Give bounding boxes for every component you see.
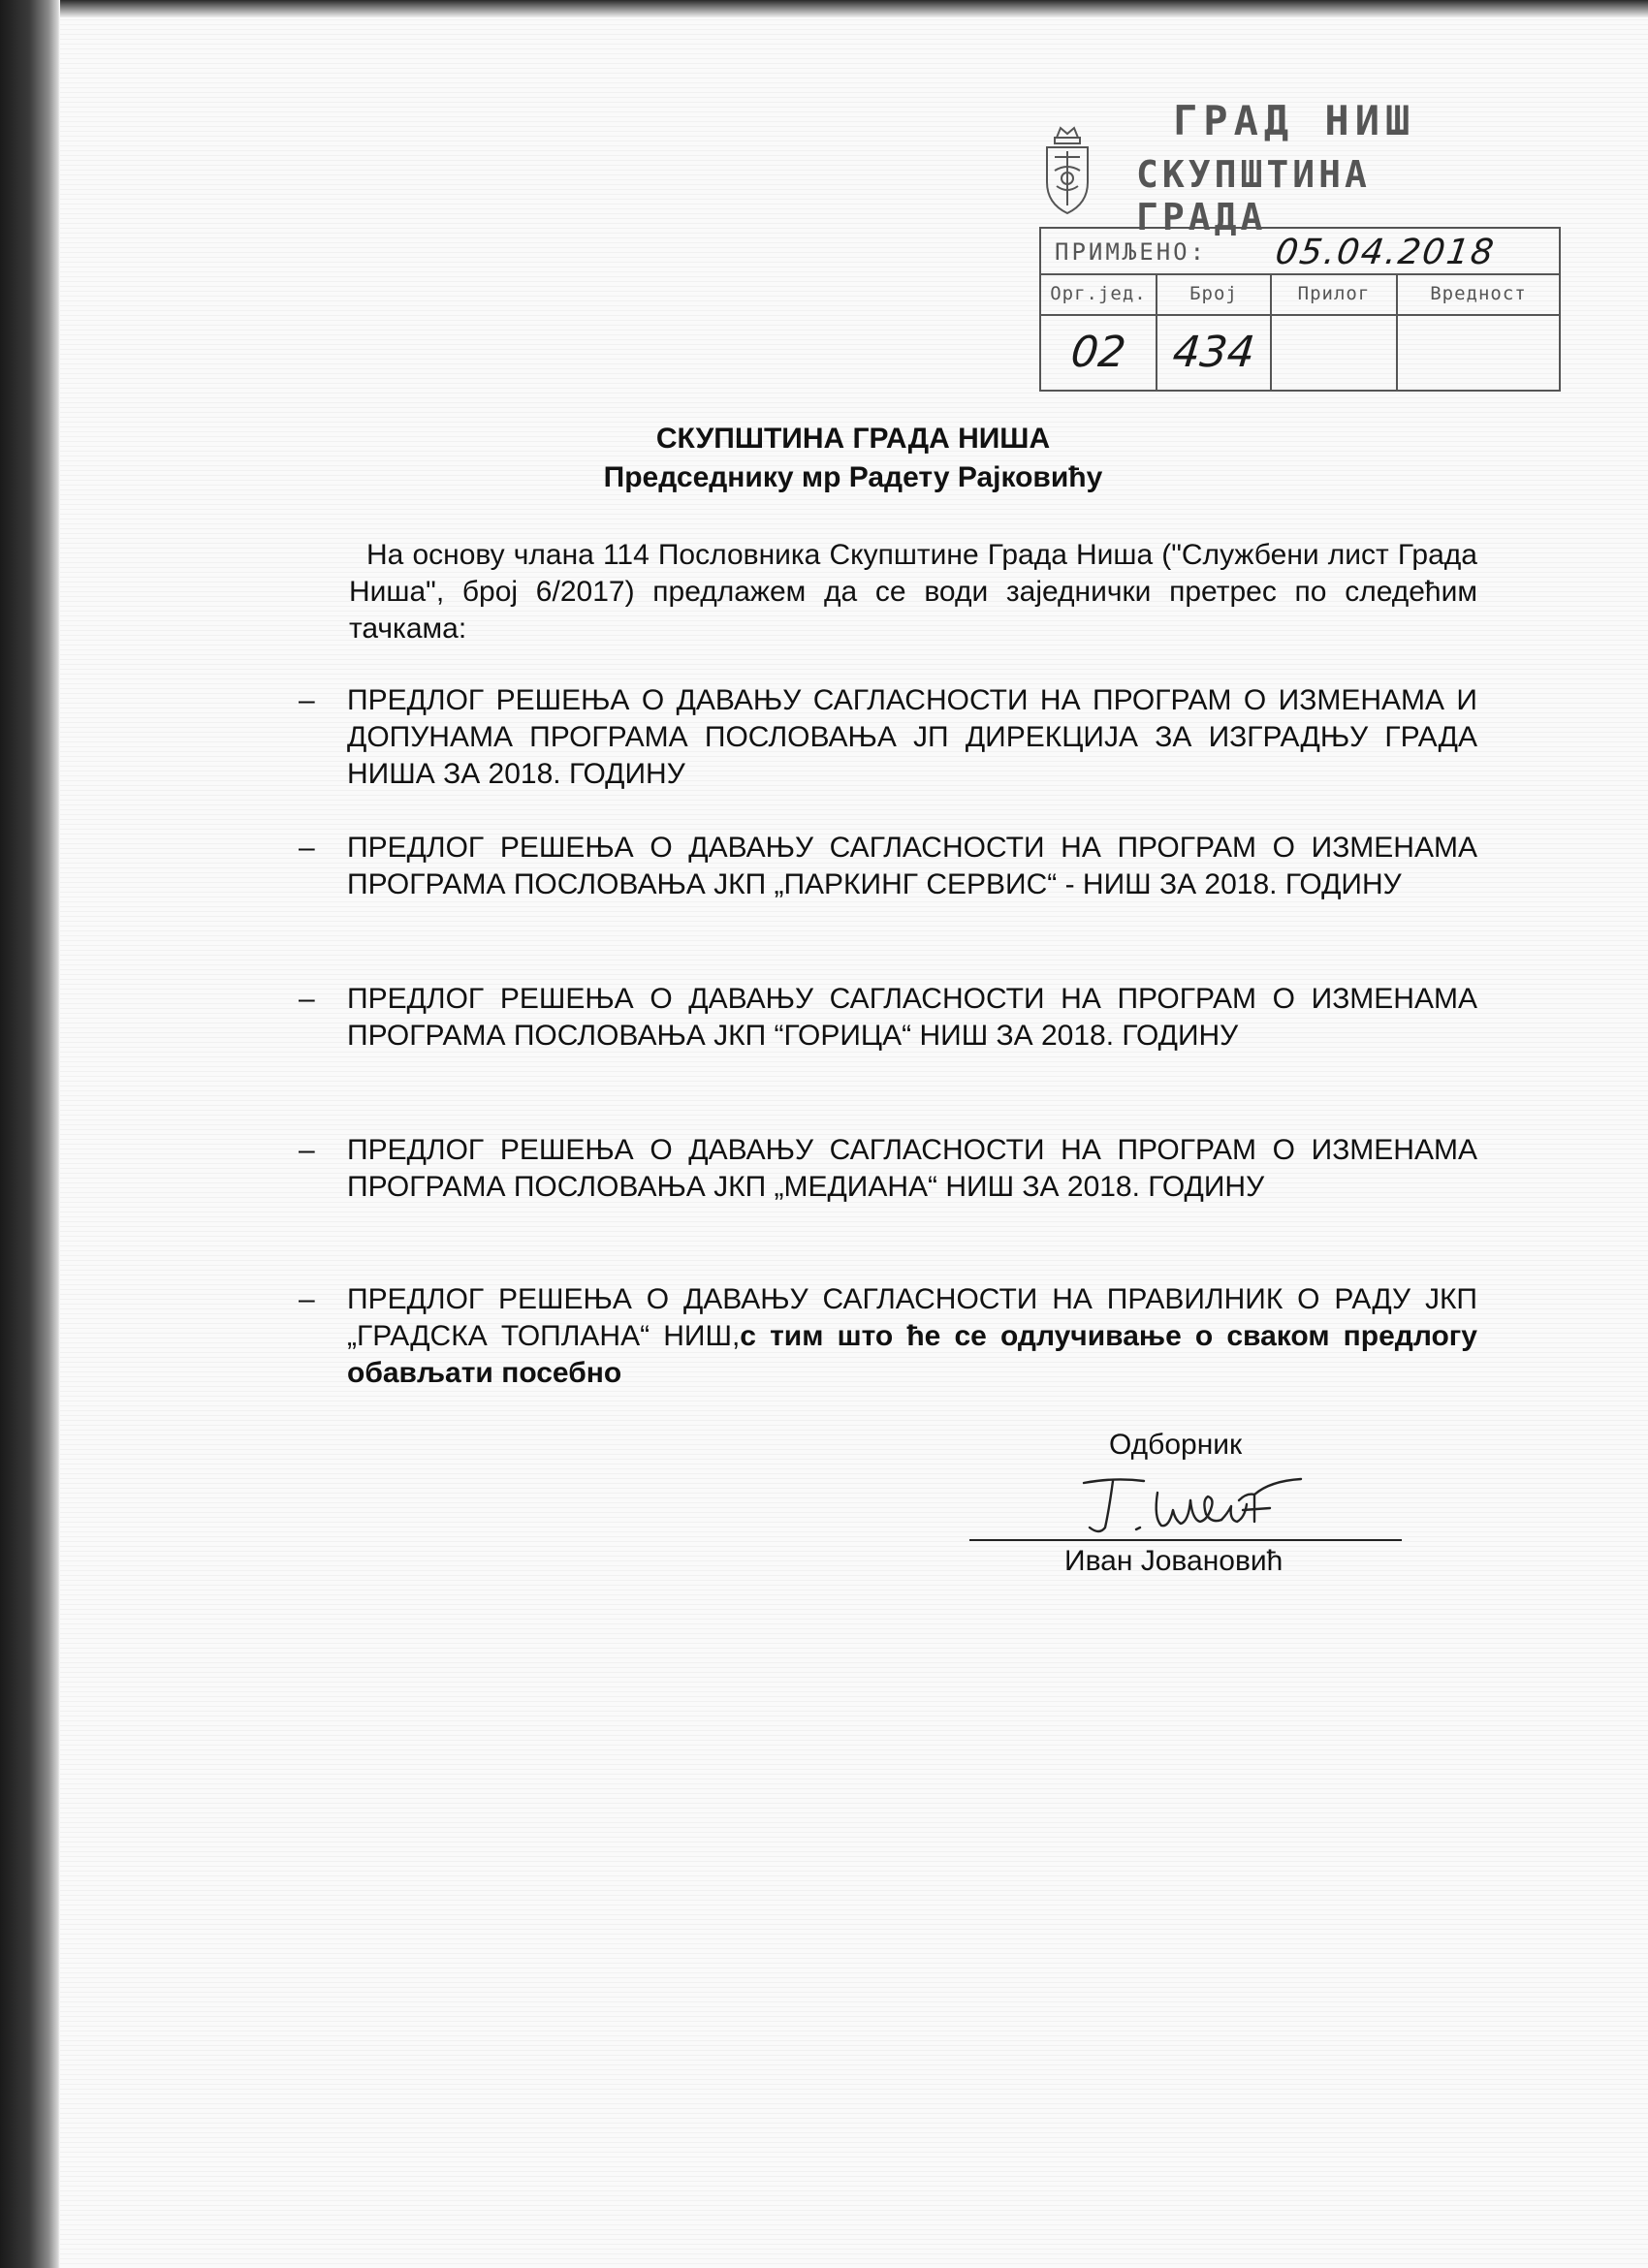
stamp-val-value [1398, 314, 1559, 390]
stamp-assembly: СКУПШТИНА ГРАДА [1136, 153, 1371, 238]
list-item [299, 1281, 1477, 1392]
signatory-name: Иван Јовановић [1064, 1545, 1284, 1577]
stamp-val-attachment [1272, 314, 1398, 390]
stamp-value-row [1041, 314, 1559, 390]
list-item-text: ПРЕДЛОГ РЕШЕЊА О ДАВАЊУ САГЛАСНОСТИ НА ПРАВИЛНИК О РАДУ ЈКП „ГРАДСКА ТОПЛАНА“ НИШ, [347, 1283, 1477, 1352]
list-item-text: ПРЕДЛОГ РЕШЕЊА О ДАВАЊУ САГЛАСНОСТИ НА ПРОГРАМ О ИЗМЕНАМА ПРОГРАМА ПОСЛОВАЊА ЈКП “ГОРИЦА“ НИШ ЗА 2018. ГОДИНУ [347, 983, 1477, 1052]
list-dash: – [299, 684, 315, 716]
received-stamp-header [1037, 97, 1493, 238]
stamp-col-attachment: Прилог [1272, 273, 1398, 314]
stamp-received-label: ПРИМЉЕНО: [1055, 238, 1208, 266]
coat-of-arms-icon [1037, 124, 1097, 217]
stamp-col-value: Вредност [1430, 283, 1527, 304]
list-item [299, 1132, 1477, 1206]
list-item-text: ПРЕДЛОГ РЕШЕЊА О ДАВАЊУ САГЛАСНОСТИ НА ПРОГРАМ О ИЗМЕНАМА ПРОГРАМА ПОСЛОВАЊА ЈКП „МЕДИАНА“ НИШ ЗА 2018. ГОДИНУ [347, 1134, 1477, 1203]
list-dash: – [299, 1134, 315, 1166]
list-item-text: ПРЕДЛОГ РЕШЕЊА О ДАВАЊУ САГЛАСНОСТИ НА ПРОГРАМ О ИЗМЕНАМА И ДОПУНАМА ПРОГРАМА ПОСЛОВАЊА ЈП ДИРЕКЦИЈА ЗА ИЗГРАДЊУ ГРАДА НИША ЗА 2018. ГОДИНУ [347, 684, 1477, 790]
stamp-received-date: 05.04.2018 [1273, 233, 1499, 272]
signature-line [969, 1539, 1402, 1541]
list-item [299, 682, 1477, 793]
list-item-text: ПРЕДЛОГ РЕШЕЊА О ДАВАЊУ САГЛАСНОСТИ НА ПРОГРАМ О ИЗМЕНАМА ПРОГРАМА ПОСЛОВАЊА ЈКП „ПАРКИНГ СЕРВИС“ - НИШ ЗА 2018. ГОДИНУ [347, 832, 1477, 900]
recipient-name: Председнику мр Радету Рајковићу [603, 461, 1103, 493]
scan-edge [0, 0, 60, 2268]
handwritten-signature [1076, 1471, 1309, 1537]
list-item [299, 981, 1477, 1055]
scan-top-edge [60, 0, 1648, 17]
received-stamp-table [1039, 227, 1561, 392]
list-item [299, 830, 1477, 903]
list-dash: – [299, 1283, 315, 1315]
stamp-val-org-unit: 02 [1041, 314, 1157, 390]
intro-paragraph: На основу члана 114 Пословника Скупштине Града Ниша ("Службени лист Града Ниша", број 6/2017) предлажем да се води заједнички претрес по следећим тачкама: [349, 539, 1477, 645]
stamp-val-number: 434 [1157, 314, 1272, 390]
stamp-header-row [1041, 273, 1559, 316]
signature-role: Одборник [1109, 1429, 1243, 1461]
stamp-col-org-unit: Орг.јед. [1041, 273, 1157, 314]
recipient-title: СКУПШТИНА ГРАДА НИША [655, 423, 1051, 455]
stamp-received-row [1041, 229, 1559, 275]
list-dash: – [299, 983, 315, 1015]
stamp-city: ГРАД НИШ [1173, 97, 1416, 144]
list-item-bold-text: с тим што ће се одлучивање о сваком предлогу обављати посебно [347, 1320, 1477, 1389]
list-dash: – [299, 832, 315, 864]
stamp-col-number: Број [1157, 273, 1272, 314]
